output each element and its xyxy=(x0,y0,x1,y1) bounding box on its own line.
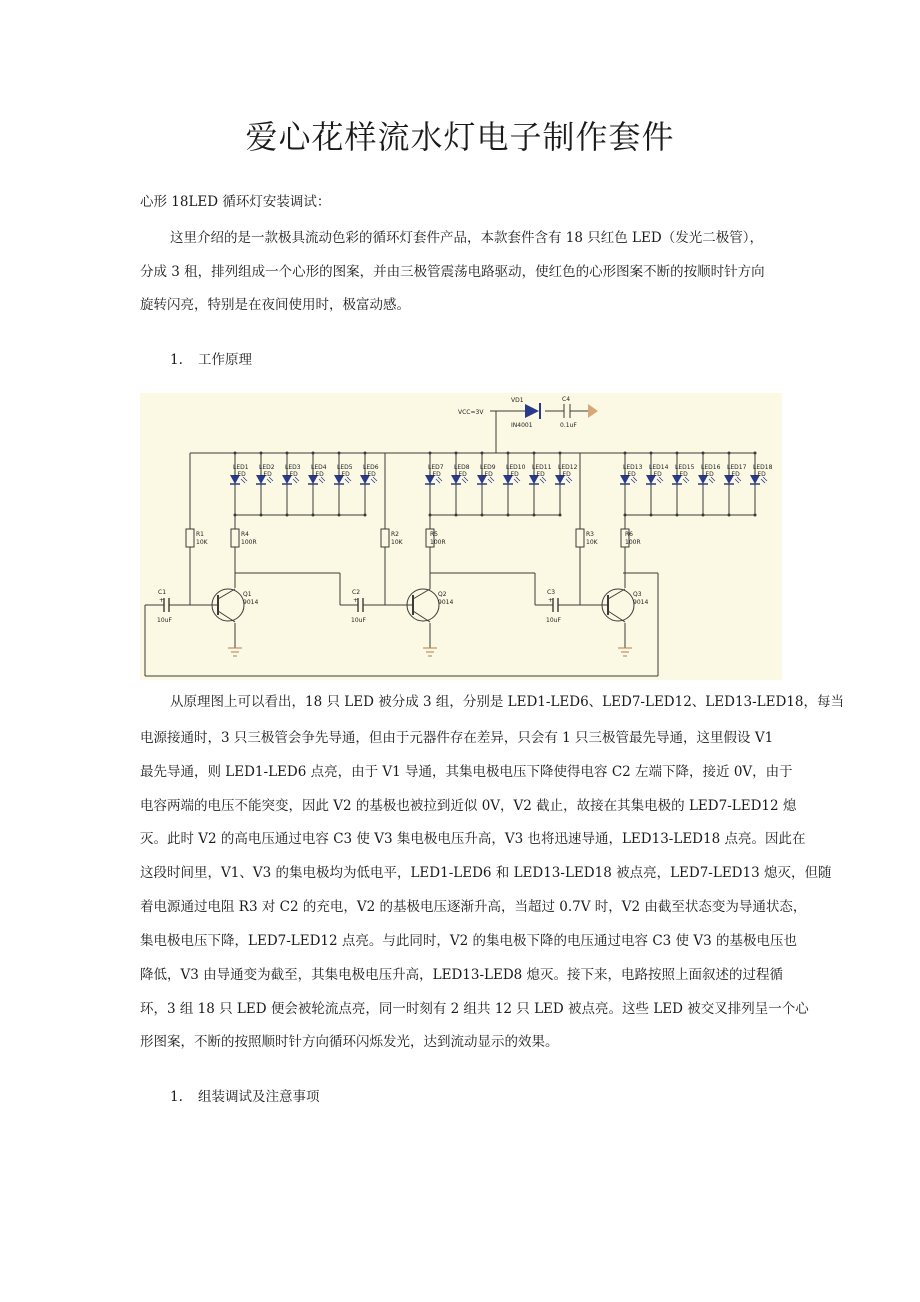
c2-ref: C2 xyxy=(352,589,361,596)
body-line-5: 灭。此时 V2 的高电压通过电容 C3 使 V3 集电极电压升高，V3 也将迅速导通，LED13-LED18 点亮。因此在 xyxy=(140,831,806,847)
led-label: LED11 xyxy=(532,464,552,471)
led-label: LED1 xyxy=(233,464,249,471)
led-label: LED5 xyxy=(337,464,353,471)
led-sub-label: LED xyxy=(728,471,740,478)
intro-line-2: 分成 3 租，排列组成一个心形的图案，并由三极管震荡电路驱动，使红色的心形图案不断的按顺时针方向 xyxy=(140,264,765,280)
r5-value: 100R xyxy=(430,539,446,546)
section-number: 1. xyxy=(170,1089,183,1105)
led-sub-label: LED xyxy=(702,471,714,478)
led-sub-label: LED xyxy=(338,471,350,478)
led-sub-label: LED xyxy=(312,471,324,478)
body-line-9: 降低，V3 由导通变为截至，其集电极电压升高，LED13-LED8 熄灭。接下来，电路按照上面叙述的过程循 xyxy=(140,967,784,983)
body-line-2: 电源接通时，3 只三极管会争先导通，但由于元器件存在差异，只会有 1 只三极管最先导通，这里假设 V1 xyxy=(140,730,774,746)
r1-value: 10K xyxy=(196,539,208,546)
r3-ref: R3 xyxy=(586,531,594,538)
led-6 xyxy=(360,453,379,515)
diode-part: IN4001 xyxy=(511,422,533,429)
led-label: LED18 xyxy=(753,464,773,471)
diode-symbol xyxy=(525,404,539,418)
c3-ref: C3 xyxy=(547,589,556,596)
ground-arrow xyxy=(588,404,598,418)
q1-ref: Q1 xyxy=(243,591,252,598)
c1-value: 10uF xyxy=(157,617,172,624)
body-line-10: 环，3 组 18 只 LED 便会被轮流点亮，同一时刻有 2 组共 12 只 LED 被点亮。这些 LED 被交叉排列呈一个心 xyxy=(140,1001,809,1017)
q2-part: 9014 xyxy=(438,599,454,606)
body-line-8: 集电极电压下降，LED7-LED12 点亮。与此同时，V2 的集电极下降的电压通过电容 C3 使 V3 的基极电压也 xyxy=(140,933,797,949)
body-line-1: 从原理图上可以看出，18 只 LED 被分成 3 组，分别是 LED1-LED6、LED7-LED12、LED13-LED18，每当 xyxy=(170,694,845,710)
led-sub-label: LED xyxy=(364,471,376,478)
c2-value: 10uF xyxy=(351,617,366,624)
c1-ref: C1 xyxy=(158,589,167,596)
led-label: LED17 xyxy=(727,464,747,471)
led-sub-label: LED xyxy=(234,471,246,478)
led-15 xyxy=(672,453,695,515)
led-sub-label: LED xyxy=(260,471,272,478)
body-line-6: 这段时间里，V1、V3 的集电极均为低电平，LED1-LED6 和 LED13-LED18 被点亮，LED7-LED13 熄灭，但随 xyxy=(140,865,832,881)
c3-plus: + xyxy=(548,597,554,604)
body-line-11: 形图案，不断的按照顺时针方向循环闪烁发光，达到流动显示的效果。 xyxy=(140,1034,559,1050)
led-2 xyxy=(256,453,275,515)
section-heading-assembly xyxy=(170,1085,320,1105)
r1-ref: R1 xyxy=(196,531,204,538)
section-label: 工作原理 xyxy=(198,352,252,368)
led-sub-label: LED xyxy=(455,471,467,478)
q1-part: 9014 xyxy=(243,599,259,606)
r6-ref: R6 xyxy=(625,531,633,538)
led-label: LED13 xyxy=(623,464,643,471)
led-16 xyxy=(698,453,721,515)
led-14 xyxy=(646,453,669,515)
led-sub-label: LED xyxy=(481,471,493,478)
led-13 xyxy=(620,453,643,515)
led-label: LED15 xyxy=(675,464,695,471)
led-label: LED12 xyxy=(558,464,578,471)
led-sub-label: LED xyxy=(754,471,766,478)
c4-ref: C4 xyxy=(562,396,571,403)
led-1 xyxy=(230,453,249,515)
led-sub-label: LED xyxy=(624,471,636,478)
led-label: LED14 xyxy=(649,464,669,471)
section-heading-principle xyxy=(170,348,252,368)
body-line-4: 电容两端的电压不能突变，因此 V2 的基极也被拉到近似 0V，V2 截止，故接在其集电极的 LED7-LED12 熄 xyxy=(140,798,797,814)
r4-value: 100R xyxy=(241,539,257,546)
led-sub-label: LED xyxy=(676,471,688,478)
intro-line-1: 这里介绍的是一款极具流动色彩的循环灯套件产品，本款套件含有 18 只红色 LED（发光二极管）， xyxy=(170,230,763,246)
led-label: LED16 xyxy=(701,464,721,471)
led-sub-label: LED xyxy=(559,471,571,478)
led-5 xyxy=(334,453,353,515)
body-line-3: 最先导通，则 LED1-LED6 点亮，由于 V1 导通，其集电极电压下降使得电容 C2 左端下降，接近 0V，由于 xyxy=(140,764,793,780)
led-9 xyxy=(477,453,496,515)
r2-ref: R2 xyxy=(391,531,399,538)
led-label: LED4 xyxy=(311,464,327,471)
led-label: LED3 xyxy=(285,464,301,471)
led-sub-label: LED xyxy=(650,471,662,478)
led-3 xyxy=(282,453,301,515)
led-12 xyxy=(555,453,578,515)
c1-plus: + xyxy=(159,597,165,604)
q3-ref: Q3 xyxy=(633,591,642,598)
c3-value: 10uF xyxy=(546,617,561,624)
led-7 xyxy=(425,453,444,515)
r3-value: 10K xyxy=(586,539,598,546)
led-sub-label: LED xyxy=(533,471,545,478)
intro-line-3: 旋转闪亮，特别是在夜间使用时，极富动感。 xyxy=(140,297,410,313)
r5-ref: R5 xyxy=(430,531,438,538)
led-label: LED6 xyxy=(363,464,379,471)
led-17 xyxy=(724,453,747,515)
c4-value: 0.1uF xyxy=(560,422,577,429)
section-number: 1. xyxy=(170,352,183,368)
led-label: LED8 xyxy=(454,464,470,471)
subtitle: 心形 18LED 循环灯安装调试： xyxy=(140,194,331,210)
q3-part: 9014 xyxy=(633,599,649,606)
section-label: 组装调试及注意事项 xyxy=(198,1089,320,1105)
led-label: LED7 xyxy=(428,464,444,471)
r2-value: 10K xyxy=(391,539,403,546)
document-title: 爱心花样流水灯电子制作套件 xyxy=(245,118,675,156)
led-sub-label: LED xyxy=(286,471,298,478)
led-label: LED10 xyxy=(506,464,526,471)
diode-ref: VD1 xyxy=(511,397,524,404)
led-10 xyxy=(503,453,526,515)
vcc-label: VCC=3V xyxy=(458,409,484,416)
led-4 xyxy=(308,453,327,515)
led-label: LED9 xyxy=(480,464,496,471)
led-8 xyxy=(451,453,470,515)
led-sub-label: LED xyxy=(507,471,519,478)
circuit-schematic xyxy=(140,393,782,680)
body-line-7: 着电源通过电阻 R3 对 C2 的充电，V2 的基极电压逐渐升高，当超过 0.7V 时，V2 由截至状态变为导通状态， xyxy=(140,899,807,915)
led-sub-label: LED xyxy=(429,471,441,478)
r6-value: 100R xyxy=(625,539,641,546)
led-18 xyxy=(750,453,773,515)
led-label: LED2 xyxy=(259,464,275,471)
q2-ref: Q2 xyxy=(438,591,447,598)
led-11 xyxy=(529,453,552,515)
r4-ref: R4 xyxy=(241,531,249,538)
c2-plus: + xyxy=(353,597,359,604)
